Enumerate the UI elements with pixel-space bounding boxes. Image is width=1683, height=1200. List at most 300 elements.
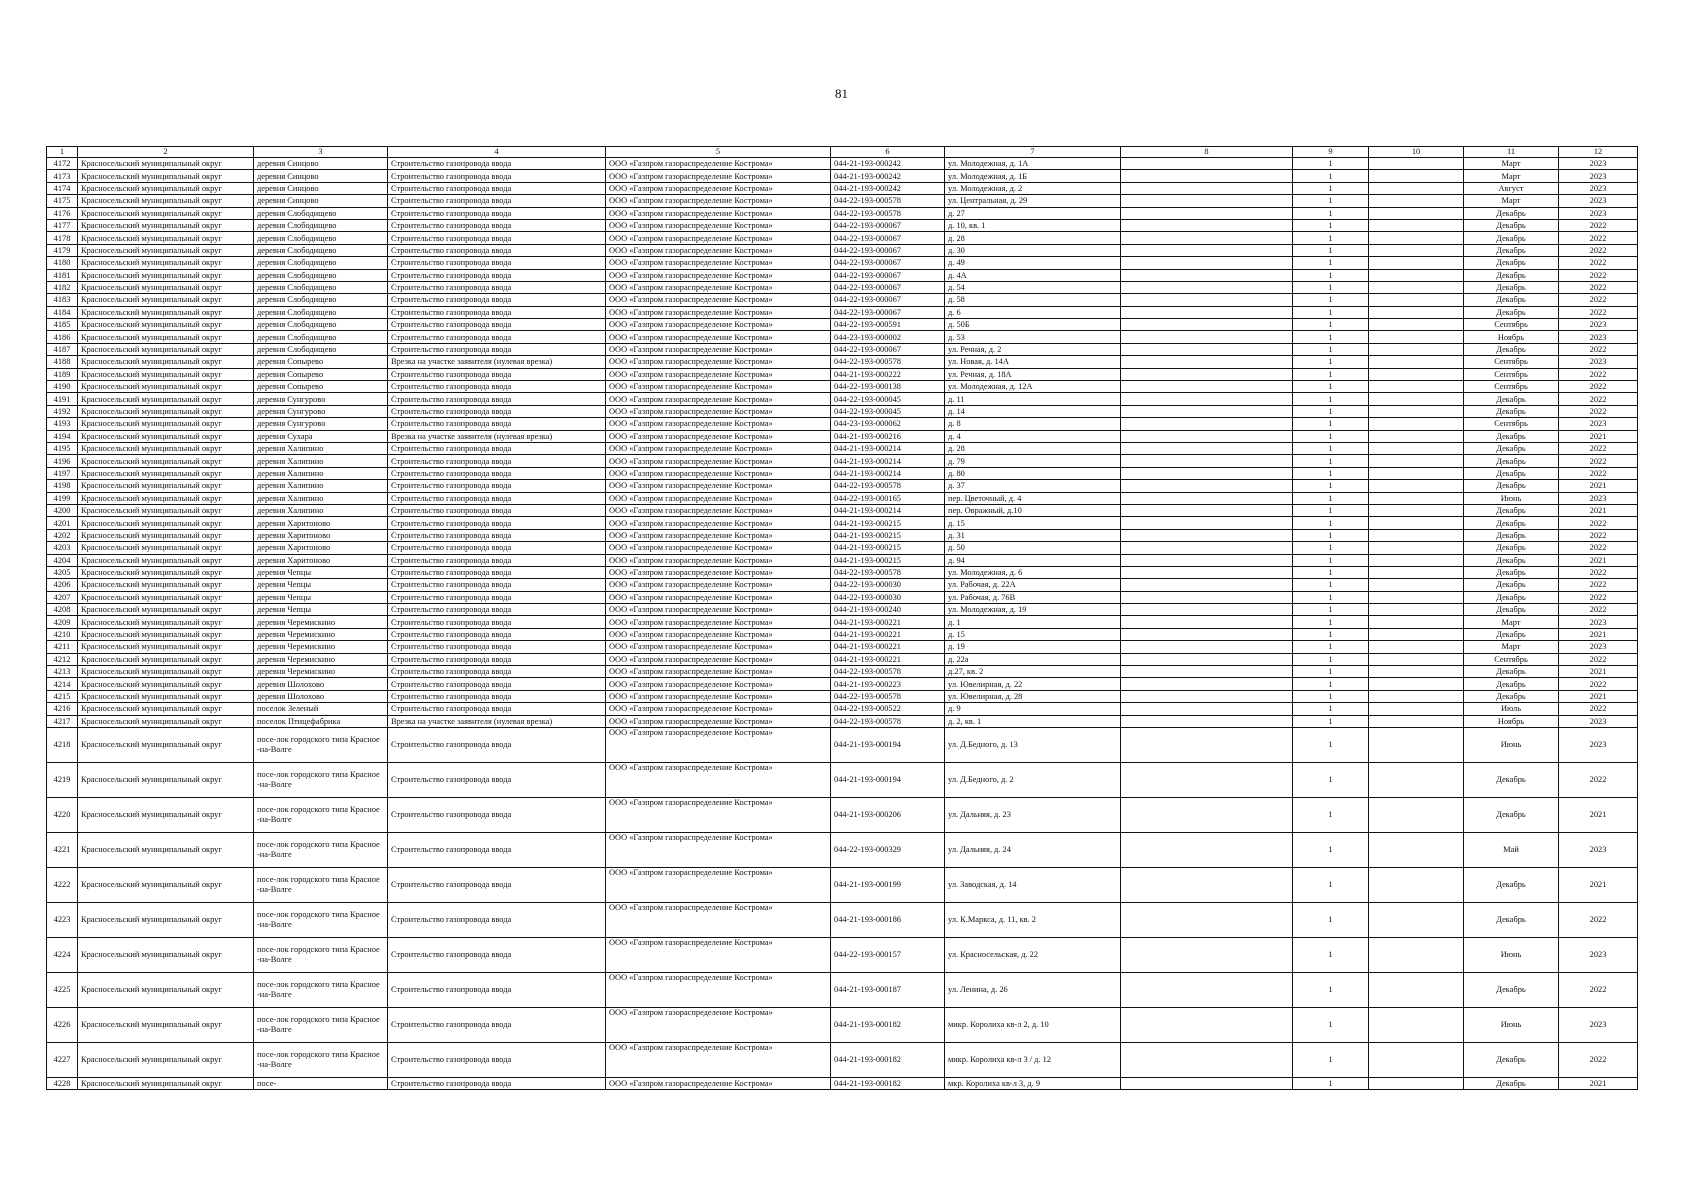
cell-work-type: Строительство газопровода ввода xyxy=(388,232,606,244)
table-row xyxy=(47,356,1638,368)
cell-organization: ООО «Газпром газораспределение Кострома» xyxy=(606,937,831,972)
cell-organization: ООО «Газпром газораспределение Кострома» xyxy=(606,467,831,479)
cell-quantity: 1 xyxy=(1293,319,1369,331)
cell-quantity: 1 xyxy=(1293,393,1369,405)
cell-col10 xyxy=(1369,405,1464,417)
table-row xyxy=(47,219,1638,231)
cell-col10 xyxy=(1369,244,1464,256)
cell-permit-number: 044-22-193-000578 xyxy=(831,666,945,678)
page-number: 81 xyxy=(835,86,848,101)
cell-organization: ООО «Газпром газораспределение Кострома» xyxy=(606,504,831,516)
cell-district: Красносельский муниципальный округ xyxy=(78,690,254,702)
cell-month: Декабрь xyxy=(1464,269,1559,281)
cell-year: 2022 xyxy=(1559,467,1638,479)
cell-district: Красносельский муниципальный округ xyxy=(78,467,254,479)
cell-settlement: деревня Слободищево xyxy=(254,281,388,293)
cell-col10 xyxy=(1369,492,1464,504)
cell-organization: ООО «Газпром газораспределение Кострома» xyxy=(606,616,831,628)
cell-settlement: деревня Слободищево xyxy=(254,319,388,331)
cell-district: Красносельский муниципальный округ xyxy=(78,158,254,170)
cell-col10 xyxy=(1369,455,1464,467)
cell-district: Красносельский муниципальный округ xyxy=(78,368,254,380)
cell-permit-number: 044-22-193-000067 xyxy=(831,269,945,281)
cell-settlement: деревня Слободищево xyxy=(254,294,388,306)
cell-organization: ООО «Газпром газораспределение Кострома» xyxy=(606,306,831,318)
cell-address: д. 37 xyxy=(945,480,1121,492)
cell-number: 4185 xyxy=(47,319,78,331)
cell-district: Красносельский муниципальный округ xyxy=(78,678,254,690)
cell-col8 xyxy=(1121,867,1293,902)
cell-month: Декабрь xyxy=(1464,405,1559,417)
table-row xyxy=(47,641,1638,653)
cell-work-type: Строительство газопровода ввода xyxy=(388,902,606,937)
cell-settlement: деревня Синцово xyxy=(254,195,388,207)
cell-number: 4207 xyxy=(47,591,78,603)
cell-quantity: 1 xyxy=(1293,762,1369,797)
cell-col8 xyxy=(1121,269,1293,281)
cell-col8 xyxy=(1121,1007,1293,1042)
cell-district: Красносельский муниципальный округ xyxy=(78,257,254,269)
cell-quantity: 1 xyxy=(1293,442,1369,454)
cell-work-type: Строительство газопровода ввода xyxy=(388,257,606,269)
cell-col8 xyxy=(1121,666,1293,678)
cell-col8 xyxy=(1121,356,1293,368)
table-row xyxy=(47,232,1638,244)
cell-col8 xyxy=(1121,504,1293,516)
cell-district: Красносельский муниципальный округ xyxy=(78,517,254,529)
cell-col8 xyxy=(1121,207,1293,219)
cell-col8 xyxy=(1121,902,1293,937)
cell-organization: ООО «Газпром газораспределение Кострома» xyxy=(606,762,831,797)
cell-col8 xyxy=(1121,294,1293,306)
cell-month: Декабрь xyxy=(1464,628,1559,640)
cell-number: 4218 xyxy=(47,727,78,762)
cell-number: 4223 xyxy=(47,902,78,937)
cell-col10 xyxy=(1369,195,1464,207)
cell-year: 2022 xyxy=(1559,232,1638,244)
cell-col8 xyxy=(1121,281,1293,293)
table-row xyxy=(47,566,1638,578)
cell-address: ул. Заводская, д. 14 xyxy=(945,867,1121,902)
cell-col10 xyxy=(1369,529,1464,541)
cell-work-type: Строительство газопровода ввода xyxy=(388,319,606,331)
table-row xyxy=(47,762,1638,797)
cell-number: 4214 xyxy=(47,678,78,690)
cell-settlement: деревня Сунгурово xyxy=(254,393,388,405)
cell-year: 2022 xyxy=(1559,678,1638,690)
table-row xyxy=(47,703,1638,715)
cell-permit-number: 044-22-193-000067 xyxy=(831,257,945,269)
cell-number: 4202 xyxy=(47,529,78,541)
cell-district: Красносельский муниципальный округ xyxy=(78,604,254,616)
table-row xyxy=(47,442,1638,454)
cell-address: д. 50 xyxy=(945,542,1121,554)
cell-permit-number: 044-21-193-000216 xyxy=(831,430,945,442)
cell-permit-number: 044-21-193-000222 xyxy=(831,368,945,380)
cell-settlement: деревня Чепцы xyxy=(254,566,388,578)
cell-col10 xyxy=(1369,381,1464,393)
cell-number: 4226 xyxy=(47,1007,78,1042)
cell-address: ул. Д.Бедного, д. 13 xyxy=(945,727,1121,762)
table-row xyxy=(47,195,1638,207)
cell-col8 xyxy=(1121,715,1293,727)
cell-organization: ООО «Газпром газораспределение Кострома» xyxy=(606,703,831,715)
cell-organization: ООО «Газпром газораспределение Кострома» xyxy=(606,405,831,417)
cell-settlement: деревня Черемискино xyxy=(254,641,388,653)
cell-col10 xyxy=(1369,653,1464,665)
cell-number: 4217 xyxy=(47,715,78,727)
cell-permit-number: 044-22-193-000578 xyxy=(831,480,945,492)
cell-permit-number: 044-21-193-000215 xyxy=(831,554,945,566)
table-row xyxy=(47,418,1638,430)
cell-settlement: деревня Харитоново xyxy=(254,517,388,529)
table-row xyxy=(47,244,1638,256)
cell-col10 xyxy=(1369,343,1464,355)
cell-quantity: 1 xyxy=(1293,690,1369,702)
cell-year: 2023 xyxy=(1559,207,1638,219)
cell-address: д. 53 xyxy=(945,331,1121,343)
cell-month: Декабрь xyxy=(1464,591,1559,603)
cell-permit-number: 044-22-193-000138 xyxy=(831,381,945,393)
cell-month: Июнь xyxy=(1464,727,1559,762)
cell-quantity: 1 xyxy=(1293,666,1369,678)
cell-settlement: деревня Черемискино xyxy=(254,653,388,665)
cell-col8 xyxy=(1121,703,1293,715)
cell-work-type: Врезка на участке заявителя (нулевая врезка) xyxy=(388,430,606,442)
cell-address: ул. Центральная, д. 29 xyxy=(945,195,1121,207)
cell-col10 xyxy=(1369,257,1464,269)
cell-quantity: 1 xyxy=(1293,715,1369,727)
cell-settlement: деревня Шолохово xyxy=(254,690,388,702)
cell-district: Красносельский муниципальный округ xyxy=(78,566,254,578)
cell-organization: ООО «Газпром газораспределение Кострома» xyxy=(606,368,831,380)
cell-organization: ООО «Газпром газораспределение Кострома» xyxy=(606,182,831,194)
cell-col8 xyxy=(1121,467,1293,479)
cell-quantity: 1 xyxy=(1293,1042,1369,1077)
cell-permit-number: 044-21-193-000240 xyxy=(831,604,945,616)
cell-permit-number: 044-22-193-000578 xyxy=(831,690,945,702)
cell-organization: ООО «Газпром газораспределение Кострома» xyxy=(606,902,831,937)
cell-number: 4186 xyxy=(47,331,78,343)
cell-year: 2023 xyxy=(1559,492,1638,504)
cell-district: Красносельский муниципальный округ xyxy=(78,430,254,442)
cell-col10 xyxy=(1369,232,1464,244)
cell-col10 xyxy=(1369,604,1464,616)
cell-permit-number: 044-21-193-000182 xyxy=(831,1077,945,1089)
cell-month: Сентябрь xyxy=(1464,356,1559,368)
cell-address: ул. Молодежная, д. 6 xyxy=(945,566,1121,578)
cell-address: д. 80 xyxy=(945,467,1121,479)
cell-quantity: 1 xyxy=(1293,727,1369,762)
cell-number: 4215 xyxy=(47,690,78,702)
cell-organization: ООО «Газпром газораспределение Кострома» xyxy=(606,715,831,727)
cell-permit-number: 044-21-193-000206 xyxy=(831,797,945,832)
cell-year: 2023 xyxy=(1559,331,1638,343)
cell-month: Декабрь xyxy=(1464,232,1559,244)
cell-month: Сентябрь xyxy=(1464,653,1559,665)
cell-district: Красносельский муниципальный округ xyxy=(78,703,254,715)
cell-col8 xyxy=(1121,641,1293,653)
cell-settlement: деревня Харитоново xyxy=(254,529,388,541)
cell-col8 xyxy=(1121,653,1293,665)
cell-number: 4172 xyxy=(47,158,78,170)
cell-quantity: 1 xyxy=(1293,219,1369,231)
cell-address: д. 54 xyxy=(945,281,1121,293)
table-row xyxy=(47,517,1638,529)
cell-col8 xyxy=(1121,678,1293,690)
cell-settlement: деревня Слободищево xyxy=(254,232,388,244)
cell-col10 xyxy=(1369,368,1464,380)
cell-permit-number: 044-22-193-000045 xyxy=(831,393,945,405)
cell-permit-number: 044-21-193-000194 xyxy=(831,762,945,797)
cell-month: Сентябрь xyxy=(1464,368,1559,380)
cell-year: 2021 xyxy=(1559,480,1638,492)
cell-organization: ООО «Газпром газораспределение Кострома» xyxy=(606,381,831,393)
cell-month: Декабрь xyxy=(1464,529,1559,541)
cell-work-type: Строительство газопровода ввода xyxy=(388,666,606,678)
cell-address: ул. Рабочая, д. 76В xyxy=(945,591,1121,603)
cell-col8 xyxy=(1121,972,1293,1007)
cell-organization: ООО «Газпром газораспределение Кострома» xyxy=(606,1042,831,1077)
cell-settlement: деревня Слободищево xyxy=(254,306,388,318)
cell-year: 2021 xyxy=(1559,554,1638,566)
cell-organization: ООО «Газпром газораспределение Кострома» xyxy=(606,455,831,467)
cell-permit-number: 044-22-193-000067 xyxy=(831,219,945,231)
cell-permit-number: 044-21-193-000221 xyxy=(831,641,945,653)
cell-permit-number: 044-21-193-000182 xyxy=(831,1007,945,1042)
cell-col8 xyxy=(1121,331,1293,343)
cell-year: 2022 xyxy=(1559,972,1638,1007)
cell-year: 2022 xyxy=(1559,219,1638,231)
cell-work-type: Строительство газопровода ввода xyxy=(388,762,606,797)
cell-year: 2023 xyxy=(1559,832,1638,867)
cell-district: Красносельский муниципальный округ xyxy=(78,244,254,256)
cell-work-type: Строительство газопровода ввода xyxy=(388,604,606,616)
cell-district: Красносельский муниципальный округ xyxy=(78,504,254,516)
cell-organization: ООО «Газпром газораспределение Кострома» xyxy=(606,343,831,355)
cell-year: 2023 xyxy=(1559,937,1638,972)
cell-permit-number: 044-22-193-000030 xyxy=(831,579,945,591)
cell-work-type: Строительство газопровода ввода xyxy=(388,653,606,665)
cell-permit-number: 044-22-193-000067 xyxy=(831,244,945,256)
cell-quantity: 1 xyxy=(1293,331,1369,343)
cell-col10 xyxy=(1369,972,1464,1007)
cell-month: Сентябрь xyxy=(1464,418,1559,430)
cell-col10 xyxy=(1369,294,1464,306)
cell-col10 xyxy=(1369,641,1464,653)
cell-year: 2022 xyxy=(1559,368,1638,380)
cell-district: Красносельский муниципальный округ xyxy=(78,319,254,331)
cell-district: Красносельский муниципальный округ xyxy=(78,170,254,182)
cell-col8 xyxy=(1121,343,1293,355)
cell-quantity: 1 xyxy=(1293,703,1369,715)
cell-col10 xyxy=(1369,393,1464,405)
cell-month: Декабрь xyxy=(1464,480,1559,492)
cell-col8 xyxy=(1121,368,1293,380)
cell-quantity: 1 xyxy=(1293,653,1369,665)
cell-quantity: 1 xyxy=(1293,343,1369,355)
cell-col10 xyxy=(1369,616,1464,628)
cell-number: 4192 xyxy=(47,405,78,417)
cell-district: Красносельский муниципальный округ xyxy=(78,554,254,566)
cell-district: Красносельский муниципальный округ xyxy=(78,442,254,454)
cell-organization: ООО «Газпром газораспределение Кострома» xyxy=(606,232,831,244)
cell-permit-number: 044-23-193-000002 xyxy=(831,331,945,343)
cell-col8 xyxy=(1121,517,1293,529)
cell-organization: ООО «Газпром газораспределение Кострома» xyxy=(606,628,831,640)
table-row xyxy=(47,281,1638,293)
cell-work-type: Строительство газопровода ввода xyxy=(388,492,606,504)
cell-work-type: Строительство газопровода ввода xyxy=(388,1077,606,1089)
cell-settlement: деревня Слободищево xyxy=(254,257,388,269)
cell-year: 2022 xyxy=(1559,294,1638,306)
cell-permit-number: 044-21-193-000221 xyxy=(831,628,945,640)
cell-month: Июнь xyxy=(1464,1007,1559,1042)
cell-district: Красносельский муниципальный округ xyxy=(78,405,254,417)
cell-month: Декабрь xyxy=(1464,504,1559,516)
cell-quantity: 1 xyxy=(1293,1007,1369,1042)
cell-district: Красносельский муниципальный округ xyxy=(78,393,254,405)
table-row xyxy=(47,269,1638,281)
table-row xyxy=(47,467,1638,479)
cell-organization: ООО «Газпром газораспределение Кострома» xyxy=(606,1007,831,1042)
cell-col10 xyxy=(1369,703,1464,715)
cell-col8 xyxy=(1121,418,1293,430)
cell-settlement: посе-лок городского типа Красное -на-Волге xyxy=(254,902,388,937)
cell-work-type: Строительство газопровода ввода xyxy=(388,628,606,640)
cell-settlement: деревня Слободищево xyxy=(254,343,388,355)
cell-month: Декабрь xyxy=(1464,542,1559,554)
cell-settlement: деревня Синцово xyxy=(254,170,388,182)
cell-permit-number: 044-21-193-000199 xyxy=(831,867,945,902)
cell-organization: ООО «Газпром газораспределение Кострома» xyxy=(606,195,831,207)
cell-permit-number: 044-22-193-000067 xyxy=(831,232,945,244)
cell-year: 2022 xyxy=(1559,703,1638,715)
cell-settlement: деревня Слободищево xyxy=(254,207,388,219)
cell-address: д. 58 xyxy=(945,294,1121,306)
cell-address: ул. Д.Бедного, д. 2 xyxy=(945,762,1121,797)
cell-address: д. 15 xyxy=(945,517,1121,529)
table-row xyxy=(47,867,1638,902)
cell-district: Красносельский муниципальный округ xyxy=(78,542,254,554)
cell-district: Красносельский муниципальный округ xyxy=(78,867,254,902)
cell-number: 4190 xyxy=(47,381,78,393)
cell-district: Красносельский муниципальный округ xyxy=(78,902,254,937)
cell-district: Красносельский муниципальный округ xyxy=(78,207,254,219)
table-row xyxy=(47,1007,1638,1042)
cell-number: 4199 xyxy=(47,492,78,504)
cell-settlement: деревня Харитоново xyxy=(254,542,388,554)
table-row xyxy=(47,430,1638,442)
cell-quantity: 1 xyxy=(1293,207,1369,219)
table-row xyxy=(47,653,1638,665)
cell-quantity: 1 xyxy=(1293,937,1369,972)
table-row xyxy=(47,381,1638,393)
cell-settlement: деревня Сопырево xyxy=(254,368,388,380)
cell-organization: ООО «Газпром газораспределение Кострома» xyxy=(606,641,831,653)
cell-year: 2022 xyxy=(1559,281,1638,293)
cell-work-type: Строительство газопровода ввода xyxy=(388,703,606,715)
cell-organization: ООО «Газпром газораспределение Кострома» xyxy=(606,566,831,578)
cell-permit-number: 044-21-193-000242 xyxy=(831,170,945,182)
table-row xyxy=(47,591,1638,603)
cell-address: ул. Дальняя, д. 23 xyxy=(945,797,1121,832)
cell-col10 xyxy=(1369,762,1464,797)
cell-settlement: деревня Сухара xyxy=(254,430,388,442)
cell-district: Красносельский муниципальный округ xyxy=(78,937,254,972)
cell-col10 xyxy=(1369,442,1464,454)
cell-col8 xyxy=(1121,430,1293,442)
cell-work-type: Строительство газопровода ввода xyxy=(388,244,606,256)
cell-settlement: деревня Слободищево xyxy=(254,269,388,281)
cell-col8 xyxy=(1121,1042,1293,1077)
cell-col10 xyxy=(1369,219,1464,231)
table-row xyxy=(47,616,1638,628)
cell-month: Декабрь xyxy=(1464,797,1559,832)
cell-quantity: 1 xyxy=(1293,641,1369,653)
cell-settlement: посе-лок городского типа Красное -на-Волге xyxy=(254,937,388,972)
cell-quantity: 1 xyxy=(1293,418,1369,430)
cell-settlement: деревня Слободищево xyxy=(254,219,388,231)
cell-work-type: Строительство газопровода ввода xyxy=(388,368,606,380)
cell-permit-number: 044-21-193-000215 xyxy=(831,529,945,541)
cell-year: 2021 xyxy=(1559,666,1638,678)
cell-work-type: Врезка на участке заявителя (нулевая врезка) xyxy=(388,356,606,368)
cell-month: Декабрь xyxy=(1464,430,1559,442)
cell-work-type: Строительство газопровода ввода xyxy=(388,690,606,702)
cell-quantity: 1 xyxy=(1293,616,1369,628)
cell-col10 xyxy=(1369,158,1464,170)
cell-work-type: Строительство газопровода ввода xyxy=(388,170,606,182)
cell-work-type: Строительство газопровода ввода xyxy=(388,480,606,492)
cell-number: 4176 xyxy=(47,207,78,219)
cell-month: Декабрь xyxy=(1464,666,1559,678)
cell-organization: ООО «Газпром газораспределение Кострома» xyxy=(606,281,831,293)
table-row xyxy=(47,170,1638,182)
table-row xyxy=(47,902,1638,937)
cell-address: д. 31 xyxy=(945,529,1121,541)
cell-year: 2023 xyxy=(1559,182,1638,194)
cell-quantity: 1 xyxy=(1293,529,1369,541)
cell-permit-number: 044-21-193-000221 xyxy=(831,653,945,665)
cell-district: Красносельский муниципальный округ xyxy=(78,294,254,306)
cell-permit-number: 044-21-193-000186 xyxy=(831,902,945,937)
cell-address: д. 50Б xyxy=(945,319,1121,331)
cell-permit-number: 044-22-193-000067 xyxy=(831,294,945,306)
cell-work-type: Строительство газопровода ввода xyxy=(388,727,606,762)
cell-number: 4189 xyxy=(47,368,78,380)
cell-year: 2023 xyxy=(1559,641,1638,653)
cell-address: д. 1 xyxy=(945,616,1121,628)
cell-work-type: Строительство газопровода ввода xyxy=(388,591,606,603)
cell-settlement: деревня Черемискино xyxy=(254,616,388,628)
cell-address: ул. К.Маркса, д. 11, кв. 2 xyxy=(945,902,1121,937)
cell-permit-number: 044-21-193-000182 xyxy=(831,1042,945,1077)
cell-quantity: 1 xyxy=(1293,1077,1369,1089)
cell-work-type: Строительство газопровода ввода xyxy=(388,566,606,578)
cell-month: Декабрь xyxy=(1464,467,1559,479)
cell-year: 2022 xyxy=(1559,579,1638,591)
cell-district: Красносельский муниципальный округ xyxy=(78,591,254,603)
column-header-9: 9 xyxy=(1293,147,1369,158)
cell-quantity: 1 xyxy=(1293,867,1369,902)
table-row xyxy=(47,666,1638,678)
cell-settlement: деревня Сунгурово xyxy=(254,405,388,417)
cell-organization: ООО «Газпром газораспределение Кострома» xyxy=(606,170,831,182)
cell-address: ул. Речная, д. 18А xyxy=(945,368,1121,380)
cell-work-type: Строительство газопровода ввода xyxy=(388,182,606,194)
cell-number: 4177 xyxy=(47,219,78,231)
